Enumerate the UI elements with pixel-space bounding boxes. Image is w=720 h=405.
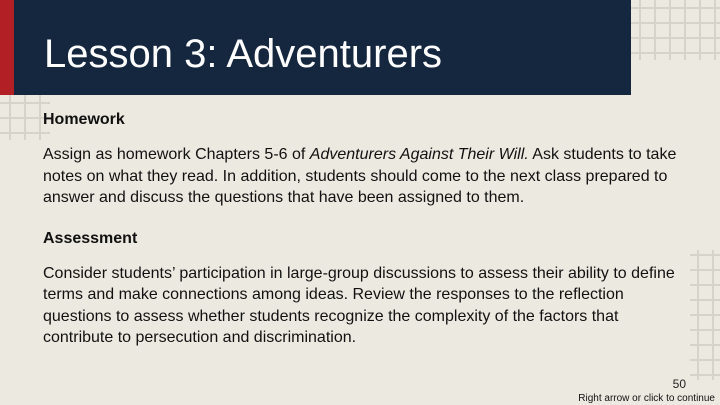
book-title: Adventurers Against Their Will. [309,146,529,163]
homework-paragraph [43,144,683,209]
navigation-hint[interactable]: Right arrow or click to continue [578,393,715,404]
assessment-paragraph: Consider students’ participation in large-group discussions to assess their ability to define terms and make connections among ideas. Review the responses to the reflection questions to assess whether students recognize the complexity of the factors that contribute to persecution and discrimination. [43,264,675,346]
slide-title: Lesson 3: Adventurers [44,32,443,76]
page-number: 50 [672,377,686,391]
accent-red-bar [0,0,14,95]
slide-content [43,110,683,349]
homework-text-start: Assign as homework Chapters 5-6 of [43,146,310,163]
homework-heading: Homework [43,111,125,128]
assessment-heading: Assessment [43,229,138,247]
homework-text-end: Ask students to take notes on what they read. In addition, students should come to the next class prepared to answer and discuss the questions that have been assigned to them. [43,146,677,206]
